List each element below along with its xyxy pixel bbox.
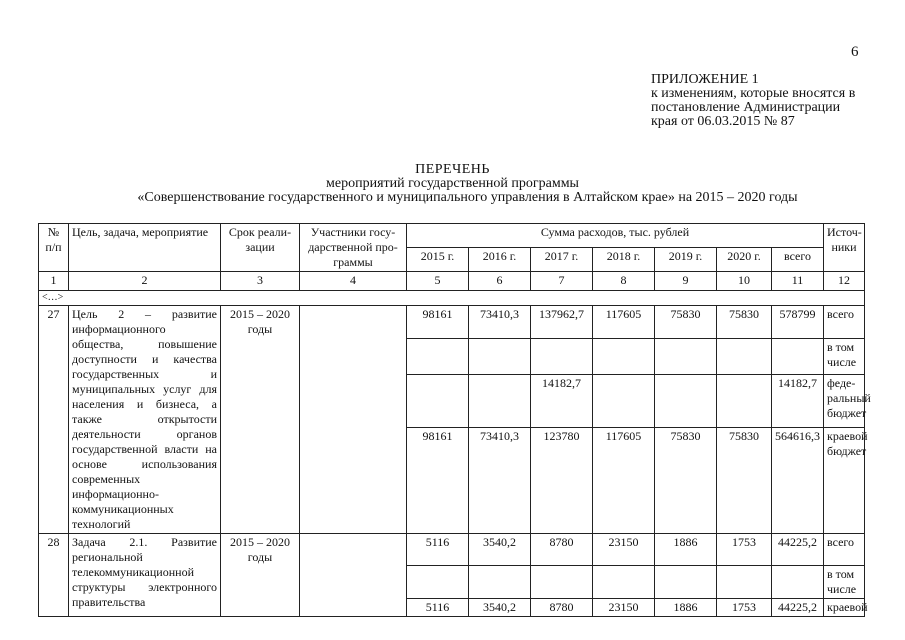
cell-2015: 5116 bbox=[407, 534, 469, 566]
cell-2017: 8780 bbox=[531, 534, 593, 566]
row-number: 27 bbox=[39, 306, 69, 534]
appendix-title: ПРИЛОЖЕНИЕ 1 bbox=[651, 72, 759, 87]
cell-total: 44225,2 bbox=[772, 534, 824, 566]
cell-source: в том числе bbox=[824, 339, 865, 375]
cell-2015: 5116 bbox=[407, 599, 469, 617]
header-num: № п/п bbox=[39, 224, 69, 272]
appendix-line: постановление Администрации bbox=[651, 100, 841, 115]
cell-2019: 1886 bbox=[655, 599, 717, 617]
row-participants bbox=[300, 534, 407, 617]
header-sum: Сумма расходов, тыс. рублей bbox=[407, 224, 824, 248]
document-title: ПЕРЕЧЕНЬ bbox=[415, 162, 490, 177]
cell-2019 bbox=[655, 566, 717, 599]
table-row bbox=[39, 306, 865, 339]
cell-total: 578799 bbox=[772, 306, 824, 339]
cell-2018: 117605 bbox=[593, 428, 655, 534]
header-year: 2017 г. bbox=[531, 248, 593, 272]
column-index: 11 bbox=[772, 272, 824, 291]
cell-2019: 1886 bbox=[655, 534, 717, 566]
cell-2018 bbox=[593, 566, 655, 599]
document-subtitle: мероприятий государственной программы bbox=[326, 176, 579, 191]
column-index: 2 bbox=[69, 272, 221, 291]
cell-2015 bbox=[407, 375, 469, 428]
elision-row bbox=[39, 291, 865, 306]
column-index: 3 bbox=[221, 272, 300, 291]
row-goal: Задача 2.1. Развитие региональной телекоммуникационной структуры электронного правительства bbox=[69, 534, 221, 617]
cell-2015: 98161 bbox=[407, 306, 469, 339]
cell-2019 bbox=[655, 375, 717, 428]
column-index: 7 bbox=[531, 272, 593, 291]
cell-2019 bbox=[655, 339, 717, 375]
cell-2017: 8780 bbox=[531, 599, 593, 617]
header-year: 2020 г. bbox=[717, 248, 772, 272]
cell-2016 bbox=[469, 339, 531, 375]
column-index: 9 bbox=[655, 272, 717, 291]
row-participants bbox=[300, 306, 407, 534]
cell-2018: 23150 bbox=[593, 534, 655, 566]
table-row bbox=[39, 534, 865, 566]
column-index: 12 bbox=[824, 272, 865, 291]
header-total: всего bbox=[772, 248, 824, 272]
cell-2017: 123780 bbox=[531, 428, 593, 534]
expenditure-table bbox=[38, 223, 871, 617]
header-sources: Источ-ники bbox=[824, 224, 865, 272]
page-number: 6 bbox=[851, 44, 859, 60]
cell-2016 bbox=[469, 566, 531, 599]
row-number: 28 bbox=[39, 534, 69, 617]
cell-2016: 73410,3 bbox=[469, 428, 531, 534]
cell-2016: 3540,2 bbox=[469, 599, 531, 617]
header-year: 2018 г. bbox=[593, 248, 655, 272]
column-index: 6 bbox=[469, 272, 531, 291]
cell-total bbox=[772, 566, 824, 599]
cell-source: в том числе bbox=[824, 566, 865, 599]
column-index: 8 bbox=[593, 272, 655, 291]
cell-total: 14182,7 bbox=[772, 375, 824, 428]
cell-2015 bbox=[407, 566, 469, 599]
column-index: 10 bbox=[717, 272, 772, 291]
cell-2015 bbox=[407, 339, 469, 375]
header-term: Срок реали-зации bbox=[221, 224, 300, 272]
cell-2017 bbox=[531, 339, 593, 375]
cell-2017 bbox=[531, 566, 593, 599]
cell-source: всего bbox=[824, 306, 865, 339]
cell-source: краевой bbox=[824, 599, 865, 617]
cell-2016: 73410,3 bbox=[469, 306, 531, 339]
program-name: «Совершенствование государственного и муниципального управления в Алтайском крае» на 2015 – 2020 годы bbox=[137, 190, 798, 205]
row-goal: Цель 2 – развитие информационного общества, повышение доступности и качества государственных и муниципальных услуг для населения и бизнеса, а также открытости деятельности органов государственной власти на основе использования современных информационно-коммуникационных технологий bbox=[69, 306, 221, 534]
appendix-note bbox=[651, 73, 855, 129]
elision-marker: <…> bbox=[39, 291, 865, 306]
cell-2016: 3540,2 bbox=[469, 534, 531, 566]
cell-2020 bbox=[717, 566, 772, 599]
cell-2018: 117605 bbox=[593, 306, 655, 339]
cell-2020: 1753 bbox=[717, 534, 772, 566]
row-term: 2015 – 2020 годы bbox=[221, 534, 300, 617]
cell-2015: 98161 bbox=[407, 428, 469, 534]
cell-total bbox=[772, 339, 824, 375]
cell-2018 bbox=[593, 339, 655, 375]
cell-source: всего bbox=[824, 534, 865, 566]
header-goal: Цель, задача, мероприятие bbox=[69, 224, 221, 272]
cell-2018: 23150 bbox=[593, 599, 655, 617]
header-year: 2015 г. bbox=[407, 248, 469, 272]
cell-total: 564616,3 bbox=[772, 428, 824, 534]
cell-2020: 75830 bbox=[717, 428, 772, 534]
cell-2017: 14182,7 bbox=[531, 375, 593, 428]
cell-source: краевой бюджет bbox=[824, 428, 865, 534]
header-row bbox=[39, 224, 865, 248]
column-index-row bbox=[39, 272, 865, 291]
appendix-line: к изменениям, которые вносятся в bbox=[651, 86, 856, 101]
cell-2019: 75830 bbox=[655, 306, 717, 339]
cell-source: феде-ральный бюджет bbox=[824, 375, 865, 428]
document-heading bbox=[0, 163, 905, 205]
column-index: 5 bbox=[407, 272, 469, 291]
row-term: 2015 – 2020 годы bbox=[221, 306, 300, 534]
column-index: 1 bbox=[39, 272, 69, 291]
cell-2017: 137962,7 bbox=[531, 306, 593, 339]
cell-2019: 75830 bbox=[655, 428, 717, 534]
cell-2020 bbox=[717, 339, 772, 375]
header-year: 2019 г. bbox=[655, 248, 717, 272]
cell-2020 bbox=[717, 375, 772, 428]
cell-2020: 1753 bbox=[717, 599, 772, 617]
appendix-line: края от 06.03.2015 № 87 bbox=[651, 114, 795, 129]
cell-total: 44225,2 bbox=[772, 599, 824, 617]
header-year: 2016 г. bbox=[469, 248, 531, 272]
column-index: 4 bbox=[300, 272, 407, 291]
cell-2016 bbox=[469, 375, 531, 428]
header-participants: Участники госу-дарственной про-граммы bbox=[300, 224, 407, 272]
cell-2020: 75830 bbox=[717, 306, 772, 339]
cell-2018 bbox=[593, 375, 655, 428]
